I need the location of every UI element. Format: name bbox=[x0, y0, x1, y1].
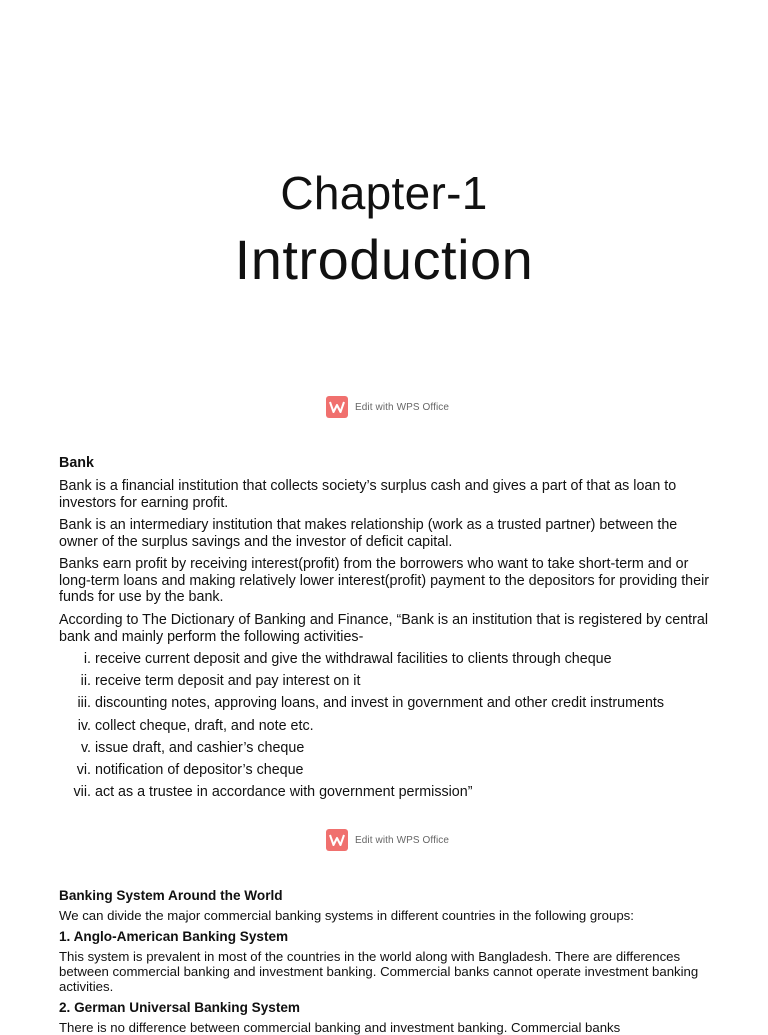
systems-heading: Banking System Around the World bbox=[59, 888, 283, 903]
list-item: iv. collect cheque, draft, and note etc. bbox=[77, 717, 314, 734]
anglo-american-heading: 1. Anglo-American Banking System bbox=[59, 929, 289, 944]
wps-watermark-label: Edit with WPS Office bbox=[355, 401, 450, 413]
systems-intro: We can divide the major commercial banking systems in different countries in the following groups: bbox=[59, 908, 634, 923]
bank-paragraph: Banks earn profit by receiving interest(profit) from the borrowers who want to take short-term and or long-term loans and making relatively lower interest(profit) payment to the depositors for providing their funds for use by the bank. bbox=[59, 556, 710, 606]
list-item: i. receive current deposit and give the withdrawal facilities to clients through cheque bbox=[83, 651, 612, 667]
list-item: vii. act as a trustee in accordance with government permission” bbox=[73, 784, 473, 801]
bank-paragraph: Bank is a financial institution that collects society’s surplus cash and gives a part of that as loan to investors for earning profit. bbox=[59, 478, 677, 511]
activities-list bbox=[59, 651, 719, 806]
chapter-number: Chapter-1 bbox=[280, 167, 488, 219]
wps-office-icon bbox=[326, 396, 348, 418]
german-universal-heading: 2. German Universal Banking System bbox=[59, 1000, 301, 1015]
list-item: vi. notification of depositor’s cheque bbox=[76, 761, 304, 778]
list-item: ii. receive term deposit and pay interest on it bbox=[80, 673, 361, 690]
bank-heading: Bank bbox=[59, 455, 94, 471]
wps-watermark[interactable] bbox=[326, 829, 449, 851]
anglo-american-text: This system is prevalent in most of the countries in the world along with Bangladesh. There are differences between commercial banking and investment banking. Commercial banks cannot operate investment banking activities. bbox=[59, 949, 699, 994]
german-universal-text: There is no difference between commercial banking and investment banking. Commercial banks bbox=[59, 1020, 621, 1035]
bank-paragraph: According to The Dictionary of Banking and Finance, “Bank is an institution that is registered by central bank and mainly perform the following activities- bbox=[59, 612, 709, 645]
wps-watermark-label: Edit with WPS Office bbox=[355, 834, 450, 846]
bank-paragraph: Bank is an intermediary institution that makes relationship (work as a trusted partner) between the owner of the surplus savings and the investor of deficit capital. bbox=[59, 517, 678, 550]
wps-watermark[interactable] bbox=[326, 396, 449, 418]
list-item: iii. discounting notes, approving loans, and invest in government and other credit instruments bbox=[77, 695, 665, 712]
list-item: v. issue draft, and cashier’s cheque bbox=[80, 739, 305, 756]
wps-office-icon bbox=[326, 829, 348, 851]
chapter-title: Introduction bbox=[234, 228, 534, 291]
